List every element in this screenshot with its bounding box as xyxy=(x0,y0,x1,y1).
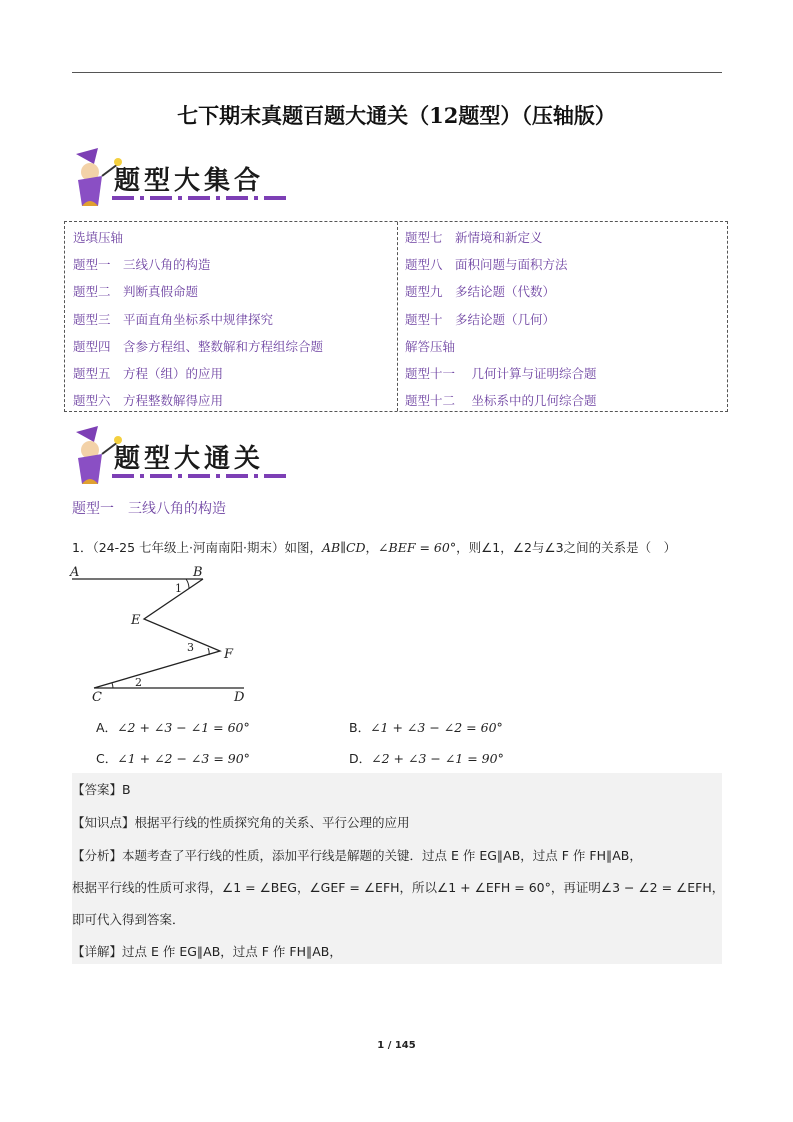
header-rule xyxy=(72,72,722,73)
knowledge-line: 【知识点】根据平行线的性质探究角的关系、平行公理的应用 xyxy=(72,815,410,830)
option-a[interactable] xyxy=(96,718,250,736)
option-text: ∠2 + ∠3 − ∠1 = 90° xyxy=(371,751,504,766)
toc-item[interactable]: 题型十 多结论题（几何） xyxy=(405,311,556,327)
question-source: （24-25 七年级上·河南南阳·期末）如图， xyxy=(92,540,322,555)
banner-collection xyxy=(68,146,298,208)
toc-left-column xyxy=(73,224,323,414)
toc-item[interactable]: 解答压轴 xyxy=(405,338,456,354)
angle-arc-1 xyxy=(186,579,189,588)
page-number: 1 / 145 xyxy=(377,1040,416,1051)
option-text: ∠1 + ∠3 − ∠2 = 60° xyxy=(370,720,503,735)
banner-title: 题型大通关 xyxy=(114,444,265,474)
analysis-line-3: 即可代入得到答案． xyxy=(72,912,185,927)
geometry-figure xyxy=(68,562,258,704)
banner-title: 题型大集合 xyxy=(114,166,265,196)
banner-practice xyxy=(68,424,298,486)
angle-label-3: 3 xyxy=(187,641,194,654)
banner-underline xyxy=(112,474,288,478)
analysis-line-2: 根据平行线的性质可求得，∠1 = ∠BEG，∠GEF = ∠EFH，所以∠1 + ∠EFH = 60°，再证明∠3 − ∠2 = ∠EFH， xyxy=(72,880,725,895)
question-stem xyxy=(72,538,722,556)
page-title: 七下期末真题百题大通关（12题型）（压轴版） xyxy=(177,103,616,128)
toc-divider xyxy=(397,222,398,411)
angle-condition: ∠BEF = 60° xyxy=(378,540,457,555)
angle-arc-2 xyxy=(112,683,113,688)
option-letter: C． xyxy=(96,751,118,766)
label-e: E xyxy=(131,613,141,628)
toc-item[interactable]: 题型三 平面直角坐标系中规律探究 xyxy=(73,311,274,327)
toc-item[interactable]: 题型十一 几何计算与证明综合题 xyxy=(405,365,597,381)
question-number: 1． xyxy=(72,540,93,555)
option-letter: D． xyxy=(349,751,372,766)
toc-item[interactable]: 题型八 面积问题与面积方法 xyxy=(405,257,568,273)
angle-label-1: 1 xyxy=(175,582,182,595)
angle-label-2: 2 xyxy=(135,676,142,689)
answer-panel xyxy=(72,773,725,964)
option-letter: A． xyxy=(96,720,118,735)
toc-right-column xyxy=(405,224,596,414)
toc-item[interactable]: 题型四 含参方程组、整数解和方程组综合题 xyxy=(73,338,324,354)
banner-underline xyxy=(112,196,288,200)
label-d: D xyxy=(234,690,245,704)
label-a: A xyxy=(70,565,80,580)
parallel-condition: AB∥CD xyxy=(321,540,366,555)
detail-line: 【详解】过点 E 作 EG∥AB，过点 F 作 FH∥AB， xyxy=(72,944,342,959)
option-b[interactable] xyxy=(349,718,503,736)
toc-item[interactable]: 题型七 新情境和新定义 xyxy=(405,230,543,245)
toc-item[interactable]: 题型六 方程整数解得应用 xyxy=(73,393,224,409)
toc-item[interactable]: 题型五 方程（组）的应用 xyxy=(73,365,224,381)
answer-line: 【答案】B xyxy=(72,782,131,797)
toc-box xyxy=(64,221,728,412)
option-text: ∠2 + ∠3 − ∠1 = 60° xyxy=(117,720,250,735)
toc-item[interactable]: 题型九 多结论题（代数） xyxy=(405,284,556,300)
option-letter: B． xyxy=(349,720,371,735)
label-b: B xyxy=(193,565,203,580)
option-c[interactable] xyxy=(96,749,250,767)
zigzag-path xyxy=(94,579,220,688)
toc-item[interactable]: 题型一 三线八角的构造 xyxy=(73,257,211,273)
label-f: F xyxy=(224,647,234,662)
toc-item[interactable]: 题型十二 坐标系中的几何综合题 xyxy=(405,393,597,409)
analysis-line-1: 【分析】本题考查了平行线的性质，添加平行线是解题的关键．过点 E 作 EG∥AB，过点 F 作 FH∥AB， xyxy=(72,848,642,863)
label-c: C xyxy=(92,690,102,704)
question-tail: ，则∠1，∠2与∠3之间的关系是（ ） xyxy=(456,540,677,555)
question-separator: ， xyxy=(365,540,379,555)
section-heading: 题型一 三线八角的构造 xyxy=(72,501,226,517)
option-d[interactable] xyxy=(349,749,504,767)
toc-item[interactable]: 选填压轴 xyxy=(73,230,124,245)
toc-item[interactable]: 题型二 判断真假命题 xyxy=(73,284,199,300)
option-text: ∠1 + ∠2 − ∠3 = 90° xyxy=(117,751,250,766)
